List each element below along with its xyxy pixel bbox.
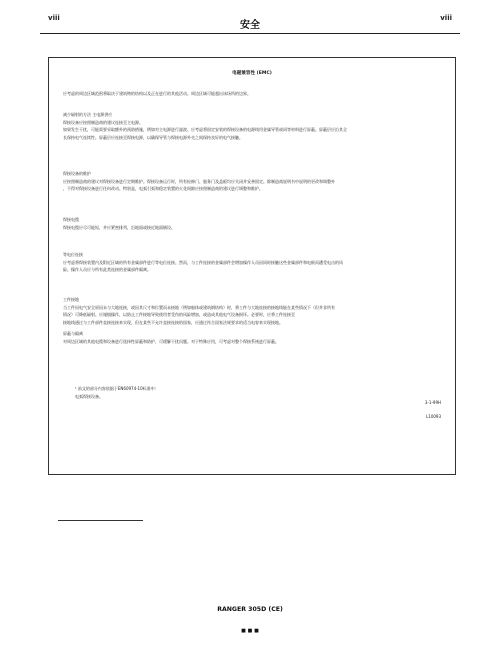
maintenance-heading: 焊接设备的维护: [63, 171, 91, 176]
shielding-line: 对周边区域的其他电缆和设备进行选择性屏蔽和防护，可缓解干扰问题。对于特殊应用，可考虑对整个焊接系统进行屏蔽。: [63, 338, 279, 344]
page-number-left: viii: [48, 14, 60, 22]
bonding-line: 应考虑将焊接装置内及附近区域的所有金属部件进行等电位连接。然而，与工件连接的金属部件会增加操作人员因同时接触这些金属部件和电极而遭受电击的风: [63, 259, 343, 265]
footnote-block: [75, 385, 315, 400]
cables-line: 焊接电缆应尽可能短，并应紧密排列，沿地面或接近地面铺设。: [63, 224, 175, 230]
shielding-section: [63, 330, 443, 345]
shielding-heading: 屏蔽与隔离: [63, 331, 83, 336]
footnote-divider: [58, 520, 143, 521]
earthing-heading: 工件接地: [63, 297, 79, 302]
footnote-line: ¹ 前文的部分内容依据于EN60974-10标准中:: [75, 386, 156, 391]
intro-paragraph: [63, 90, 443, 98]
model-name: RANGER 305D (CE): [217, 606, 283, 613]
bonding-heading: 等电位连接: [63, 252, 83, 257]
date-code: 3-1-99H: [424, 400, 441, 405]
supply-line: 长保持电气连续性。屏蔽层应连接至焊接电源，以确保导管与焊接电源外壳之间保持良好的电气接触。: [63, 134, 243, 140]
footnote-line: 电弧焊接设备。: [75, 393, 103, 399]
supply-section: [63, 111, 443, 141]
maintenance-line: ，不得对焊接设备进行任何改动。特别是，电弧引弧和稳定装置的火花间隙应按照制造商的建议进行调整和维护。: [63, 186, 263, 192]
page-number-right: viii: [440, 14, 452, 22]
supply-line: 焊接设备应按照制造商的建议连接至主电源。: [63, 119, 143, 125]
earthing-line: 接地线通过与工件部件直接连接来实现，但在某些不允许直接连接的国家，应通过符合国家法规要求的适当电容来实现接地。: [63, 319, 283, 325]
earthing-section: [63, 296, 443, 326]
supply-heading: 减少辐射的方法 主电源供应: [63, 112, 113, 117]
bonding-line: 险。操作人员应与所有此类连接的金属部件隔离。: [63, 267, 151, 273]
earthing-line: 当工件因电气安全原因未与大地连接，或因其尺寸和位置而未接地（例如船体或建筑钢结构）时，将工件与大地连接的接地线能在某些情况下（但并非所有: [63, 304, 335, 310]
reference-code: L10093: [426, 414, 441, 419]
bonding-section: [63, 251, 443, 274]
maintenance-section: [63, 170, 443, 193]
intro-text: 应考虑的周边区域范围将取决于建筑物的结构以及正在进行的其他活动。周边区域可能超出该场所的边界。: [63, 91, 251, 96]
cables-heading: 焊接电缆: [63, 217, 79, 222]
emc-content-box: [48, 57, 456, 475]
footer-logo-mark: ■ ■ ■: [241, 628, 259, 634]
maintenance-line: 应按照制造商的建议对焊接设备进行定期维护。焊接设备运行时，所有检修门、服务门及盖板均应关闭并妥善固定。除制造商说明书中说明的更改和调整外: [63, 178, 335, 184]
supply-line: 如果发生干扰，可能需要采取额外的预防措施，例如对主电源进行滤波。应考虑将固定安装的焊接设备的电源线用金属导管或同等材料进行屏蔽。屏蔽层应沿其全: [63, 127, 347, 133]
cables-section: [63, 216, 443, 231]
header-divider: [40, 33, 460, 34]
earthing-line: 情况）可降低辐射。应谨慎操作，以防止工件接地导致使用者受伤的风险增加，或造成其他电气设备损坏。必要时，应将工件连接至: [63, 312, 295, 318]
section-title: 电磁兼容性 (EMC): [232, 71, 272, 76]
page-title: 安全: [240, 20, 260, 31]
